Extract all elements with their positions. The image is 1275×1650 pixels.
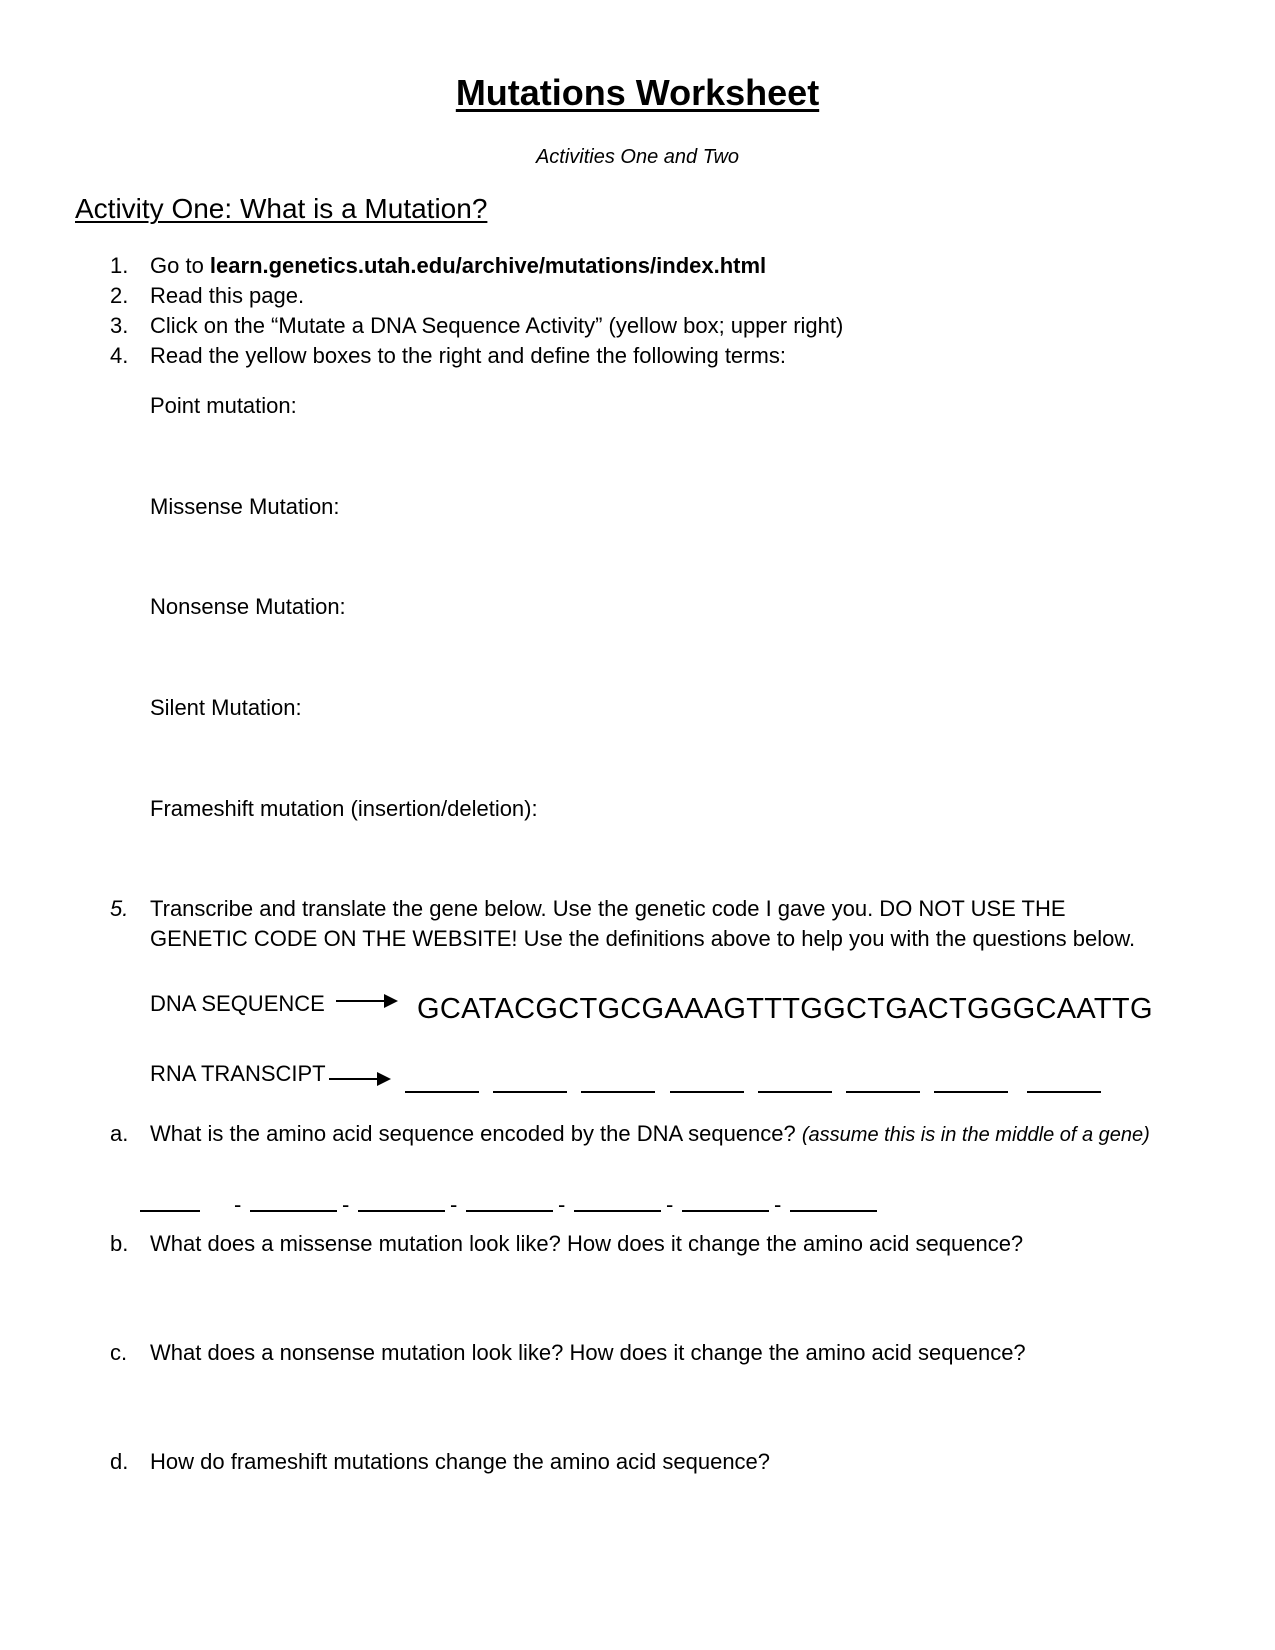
step-2: Read this page. [150,283,305,308]
amino-acid-blank[interactable] [574,1210,661,1212]
step-1 [150,253,766,279]
question-letter: b. [110,1231,129,1256]
question-letter: d. [110,1449,129,1474]
step-number: 5. [110,896,129,921]
step-number: 1. [110,253,129,278]
step-1-prefix: Go to [150,253,210,278]
term-frameshift-mutation: Frameshift mutation (insertion/deletion): [150,796,538,821]
rna-transcript-label: RNA TRANSCIPT [150,1061,326,1086]
amino-separator: - [774,1192,782,1217]
question-a-text: What is the amino acid sequence encoded by the DNA sequence? [150,1121,796,1146]
amino-separator: - [558,1192,566,1217]
arrow-right-icon [336,990,400,1012]
question-letter: c. [110,1340,128,1365]
step-3: Click on the “Mutate a DNA Sequence Activity” (yellow box; upper right) [150,313,844,338]
question-b: What does a missense mutation look like? How does it change the amino acid sequence? [150,1231,1024,1256]
rna-blank[interactable] [934,1091,1008,1093]
rna-blank[interactable] [581,1091,655,1093]
question-c: What does a nonsense mutation look like? How does it change the amino acid sequence? [150,1340,1026,1365]
amino-separator: - [234,1192,242,1217]
question-a-note: (assume this is in the middle of a gene) [801,1124,1150,1146]
rna-blank[interactable] [846,1091,920,1093]
activity-one-heading: Activity One: What is a Mutation? [75,193,488,224]
page-title: Mutations Worksheet [455,72,820,113]
amino-acid-blank[interactable] [140,1210,200,1212]
amino-acid-blank[interactable] [250,1210,337,1212]
dna-sequence-label: DNA SEQUENCE [150,991,325,1016]
step-number: 3. [110,313,129,338]
amino-acid-blank[interactable] [358,1210,445,1212]
rna-blank[interactable] [405,1091,479,1093]
question-a [150,1121,1150,1147]
rna-blank[interactable] [670,1091,744,1093]
rna-blank[interactable] [1027,1091,1101,1093]
amino-acid-blank[interactable] [790,1210,877,1212]
term-point-mutation: Point mutation: [150,393,297,418]
term-missense-mutation: Missense Mutation: [150,494,340,519]
dna-sequence: GCATACGCTGCGAAAGTTTGGCTGACTGGGCAATTG [417,993,1153,1025]
website-url: learn.genetics.utah.edu/archive/mutations/index.html [209,253,767,278]
step-5-line-2: GENETIC CODE ON THE WEBSITE! Use the definitions above to help you with the questions below. [150,926,1136,951]
rna-blank[interactable] [493,1091,567,1093]
amino-separator: - [342,1192,350,1217]
step-4: Read the yellow boxes to the right and define the following terms: [150,343,786,368]
question-letter: a. [110,1121,129,1146]
step-number: 2. [110,283,129,308]
rna-blank[interactable] [758,1091,832,1093]
question-d: How do frameshift mutations change the amino acid sequence? [150,1449,771,1474]
amino-acid-blank[interactable] [682,1210,769,1212]
page-subtitle: Activities One and Two [535,146,740,168]
amino-acid-blank[interactable] [466,1210,553,1212]
arrow-right-icon [329,1068,393,1090]
amino-separator: - [450,1192,458,1217]
amino-separator: - [666,1192,674,1217]
term-nonsense-mutation: Nonsense Mutation: [150,594,346,619]
step-5-line-1: Transcribe and translate the gene below. Use the genetic code I gave you. DO NOT USE THE [150,896,1066,921]
term-silent-mutation: Silent Mutation: [150,695,302,720]
step-number: 4. [110,343,129,368]
